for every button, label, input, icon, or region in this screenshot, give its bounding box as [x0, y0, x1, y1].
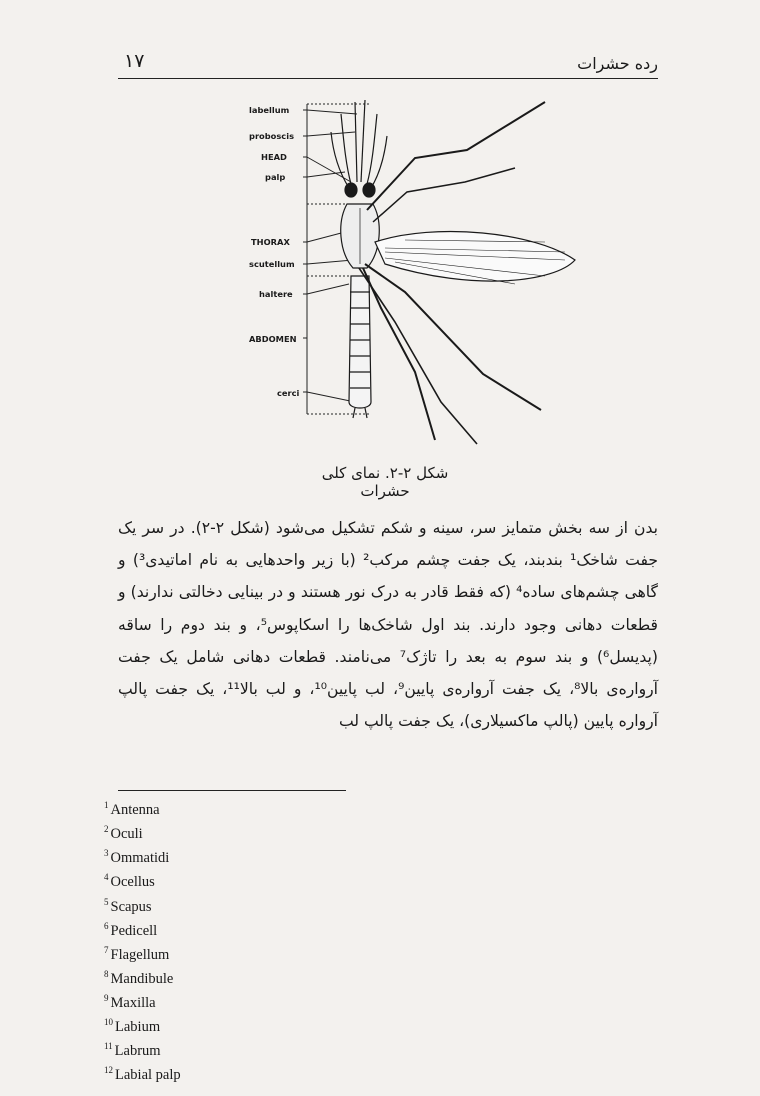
page-header	[118, 44, 658, 79]
footnote-item: $^6$ Pedicell	[104, 920, 158, 939]
label-palp: palp	[265, 172, 286, 182]
label-thorax: THORAX	[251, 237, 290, 247]
figure-labels	[249, 105, 300, 398]
label-abdomen: ABDOMEN	[249, 334, 297, 344]
label-head: HEAD	[261, 152, 287, 162]
footnote-item: $^9$ Maxilla	[104, 993, 156, 1011]
page-number: ۱۷	[124, 50, 145, 72]
footnote-list	[104, 796, 181, 1086]
label-proboscis: proboscis	[249, 131, 295, 141]
footnote-item: $^{12}$ Labial palp	[104, 1065, 181, 1084]
footnote-item: $^2$ Oculi	[104, 824, 143, 842]
mosquito-drawing	[331, 100, 575, 444]
footnote-item: $^7$ Flagellum	[104, 944, 170, 963]
label-labellum: labellum	[249, 105, 290, 115]
figure-caption: شکل ۲-۲. نمای کلی حشرات	[321, 464, 449, 500]
footnote-item: $^{10}$ Labium	[104, 1017, 161, 1035]
mosquito-figure	[245, 92, 585, 452]
label-scutellum: scutellum	[249, 259, 295, 269]
footnote-item: $^3$ Ommatidi	[104, 848, 170, 867]
label-haltere: haltere	[259, 289, 293, 299]
label-cerci: cerci	[277, 388, 300, 398]
footnote-item: $^1$ Antenna	[104, 800, 160, 818]
footnote-item: $^{11}$ Labrum	[104, 1041, 161, 1060]
running-title: رده حشرات	[577, 54, 658, 73]
footnote-item: $^8$ Mandibule	[104, 968, 174, 987]
footnote-divider	[118, 790, 346, 791]
footnote-item: $^5$ Scapus	[104, 896, 152, 915]
footnote-item: $^4$ Ocellus	[104, 872, 155, 891]
body-paragraph: بدن از سه بخش متمایز سر، سینه و شکم تشکیل می‌شود (شکل ۲-۲). در سر یک جفت شاخک¹ بندبند، یک جفت چشم مرکب² (با زیر واحدهایی به نام اماتیدی³) و گاهی چشم‌های ساده⁴ (که فقط قادر به درک نور هستند و در بینایی دخالتی ندارند) و قطعات دهانی وجود دارند. بند اول شاخک‌ها را اسکاپوس⁵، و بند دوم را ساقه (پدیسل⁶) و بند سوم به بعد را تاژک⁷ می‌نامند. قطعات دهانی شامل یک جفت آرواره‌ی بالا⁸، یک جفت آرواره‌ی پایین⁹، لب پایین¹⁰، و لب بالا¹¹، یک جفت پالپ آرواره پایین (پالپ ماکسیلاری)، یک جفت پالپ لب	[118, 519, 659, 731]
